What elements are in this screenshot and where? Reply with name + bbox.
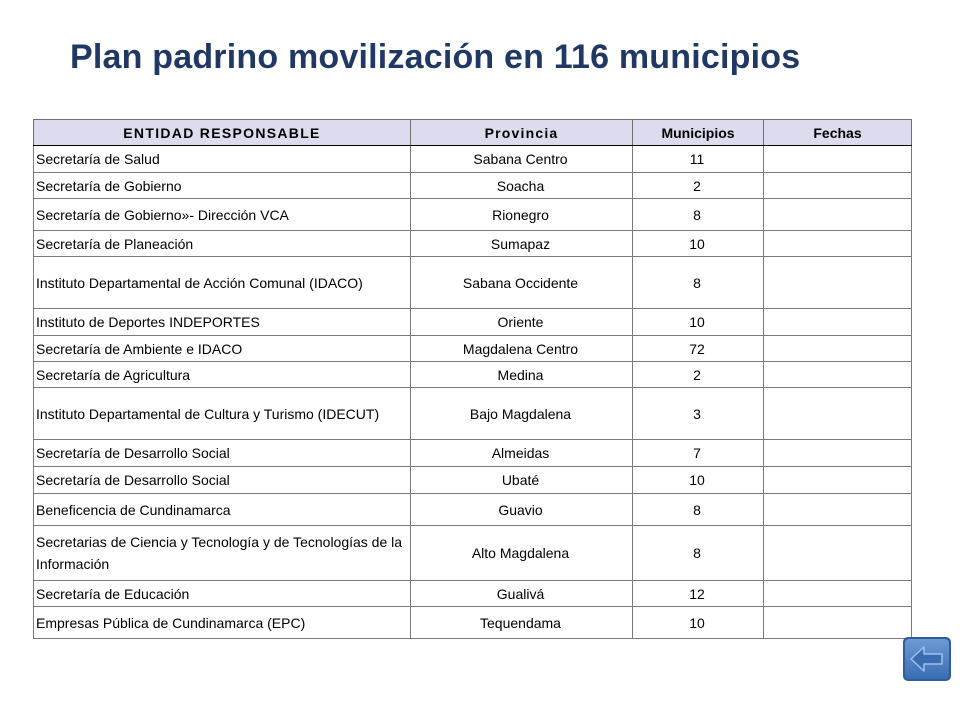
cell-provincia: Almeidas (411, 440, 633, 467)
assignment-table (33, 119, 912, 639)
cell-municipios: 7 (633, 440, 764, 467)
cell-entidad: Secretaría de Planeación (34, 231, 411, 257)
column-header-entidad: ENTIDAD RESPONSABLE (34, 120, 411, 146)
cell-municipios: 10 (633, 231, 764, 257)
cell-fechas (764, 526, 912, 581)
cell-provincia: Sumapaz (411, 231, 633, 257)
cell-entidad: Instituto Departamental de Acción Comunal (IDACO) (34, 257, 411, 309)
cell-provincia: Bajo Magdalena (411, 388, 633, 440)
cell-entidad: Secretaría de Gobierno (34, 173, 411, 199)
cell-municipios: 8 (633, 494, 764, 526)
cell-fechas (764, 494, 912, 526)
cell-entidad: Secretaría de Salud (34, 146, 411, 173)
cell-entidad: Secretaría de Desarrollo Social (34, 467, 411, 494)
table-row (34, 362, 912, 388)
cell-entidad: Secretaría de Educación (34, 581, 411, 607)
cell-entidad: Secretaría de Agricultura (34, 362, 411, 388)
back-button[interactable] (902, 636, 952, 682)
cell-entidad: Secretaría de Ambiente e IDACO (34, 336, 411, 362)
cell-provincia: Sabana Occidente (411, 257, 633, 309)
cell-municipios: 10 (633, 607, 764, 639)
cell-fechas (764, 607, 912, 639)
cell-provincia: Medina (411, 362, 633, 388)
cell-municipios: 10 (633, 309, 764, 336)
table-row (34, 467, 912, 494)
cell-municipios: 72 (633, 336, 764, 362)
cell-municipios: 8 (633, 199, 764, 231)
table-row (34, 494, 912, 526)
cell-provincia: Guavio (411, 494, 633, 526)
cell-provincia: Ubaté (411, 467, 633, 494)
table-row (34, 257, 912, 309)
cell-fechas (764, 388, 912, 440)
table-body (34, 146, 912, 639)
cell-provincia: Oriente (411, 309, 633, 336)
cell-municipios: 2 (633, 173, 764, 199)
cell-fechas (764, 199, 912, 231)
cell-entidad: Empresas Pública de Cundinamarca (EPC) (34, 607, 411, 639)
table-row (34, 440, 912, 467)
cell-fechas (764, 231, 912, 257)
table-row (34, 231, 912, 257)
table-row (34, 309, 912, 336)
cell-municipios: 11 (633, 146, 764, 173)
cell-municipios: 10 (633, 467, 764, 494)
cell-fechas (764, 257, 912, 309)
cell-provincia: Soacha (411, 173, 633, 199)
table-row (34, 173, 912, 199)
table-header-row (34, 120, 912, 146)
cell-entidad: Instituto Departamental de Cultura y Turismo (IDECUT) (34, 388, 411, 440)
cell-provincia: Gualivá (411, 581, 633, 607)
cell-fechas (764, 362, 912, 388)
table-row (34, 607, 912, 639)
cell-municipios: 2 (633, 362, 764, 388)
table-row (34, 199, 912, 231)
cell-entidad: Secretaría de Desarrollo Social (34, 440, 411, 467)
back-arrow-icon (902, 636, 952, 682)
cell-municipios: 8 (633, 526, 764, 581)
cell-entidad: Secretaría de Gobierno»- Dirección VCA (34, 199, 411, 231)
cell-municipios: 12 (633, 581, 764, 607)
cell-entidad: Instituto de Deportes INDEPORTES (34, 309, 411, 336)
cell-provincia: Rionegro (411, 199, 633, 231)
cell-fechas (764, 173, 912, 199)
column-header-provincia: Provincia (411, 120, 633, 146)
table-row (34, 146, 912, 173)
cell-municipios: 3 (633, 388, 764, 440)
cell-municipios: 8 (633, 257, 764, 309)
cell-provincia: Tequendama (411, 607, 633, 639)
cell-provincia: Alto Magdalena (411, 526, 633, 581)
cell-provincia: Sabana Centro (411, 146, 633, 173)
column-header-fechas: Fechas (764, 120, 912, 146)
page-title: Plan padrino movilización en 116 municipios (70, 38, 801, 76)
cell-entidad: Beneficencia de Cundinamarca (34, 494, 411, 526)
cell-fechas (764, 581, 912, 607)
cell-fechas (764, 467, 912, 494)
cell-fechas (764, 146, 912, 173)
cell-entidad: Secretarias de Ciencia y Tecnología y de Tecnologías de la Información (34, 526, 411, 581)
table-row (34, 336, 912, 362)
cell-fechas (764, 309, 912, 336)
table-row (34, 581, 912, 607)
cell-provincia: Magdalena Centro (411, 336, 633, 362)
cell-fechas (764, 440, 912, 467)
cell-fechas (764, 336, 912, 362)
column-header-municipios: Municipios (633, 120, 764, 146)
table-row (34, 526, 912, 581)
table-row (34, 388, 912, 440)
